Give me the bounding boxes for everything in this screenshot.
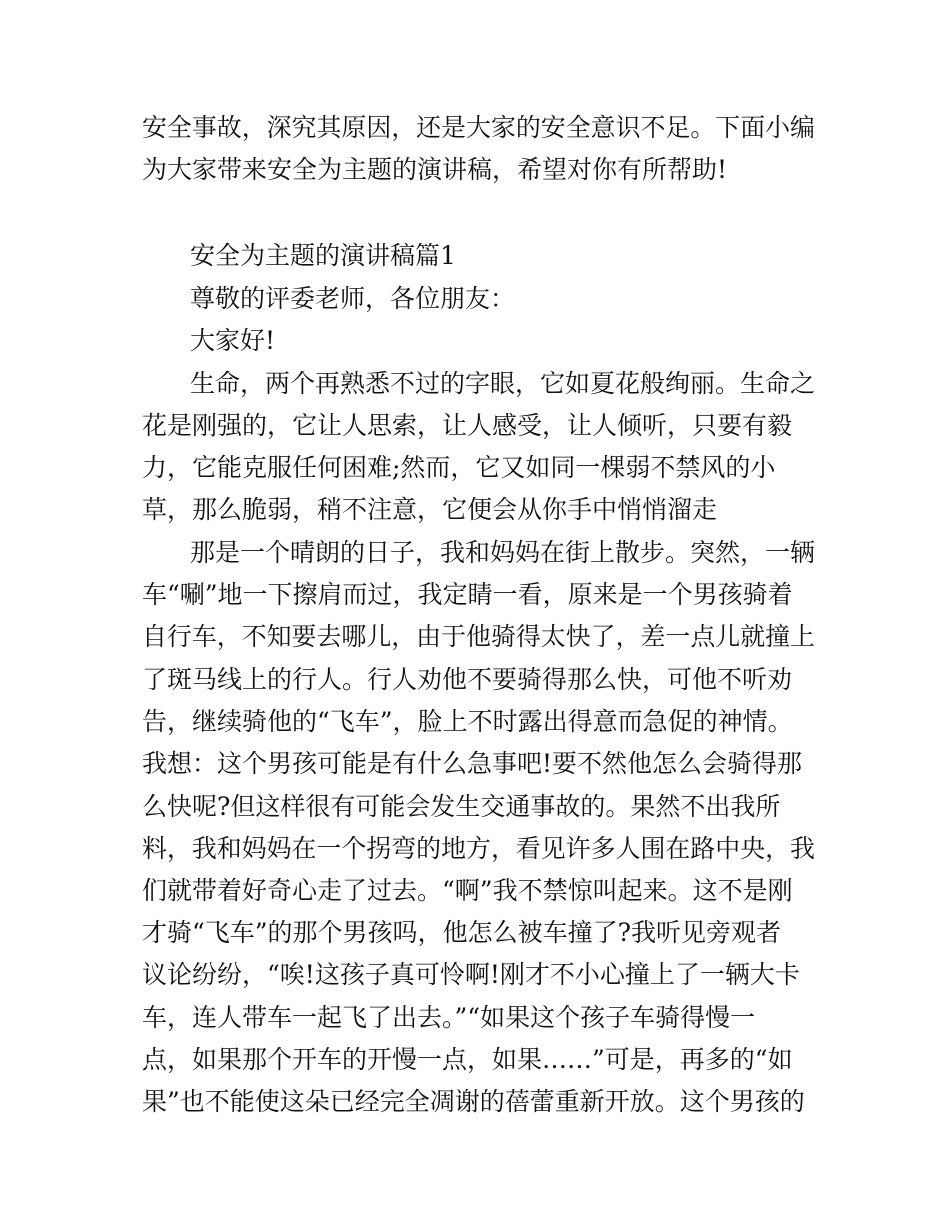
- paragraph2-line-12: 车，连人带车一起飞了出去。”“如果这个孩子车骑得慢一: [142, 1003, 756, 1032]
- intro-line-2: 为大家带来安全为主题的演讲稿，希望对你有所帮助!: [142, 155, 728, 184]
- paragraph2-line-13: 点，如果那个开车的开慢一点，如果……”可是，再多的“如: [142, 1045, 793, 1074]
- paragraph2-line-5: 告，继续骑他的“飞车”，脸上不时露出得意而急促的神情。: [142, 707, 793, 736]
- paragraph1-line-2: 花是刚强的，它让人思索，让人感受，让人倾听，只要有毅: [142, 411, 793, 440]
- greeting: 大家好!: [190, 326, 276, 355]
- paragraph2-line-2: 车“唰”地一下擦肩而过，我定睛一看，原来是一个男孩骑着: [142, 580, 793, 609]
- intro-line-1: 安全事故，深究其原因，还是大家的安全意识不足。下面小编: [142, 113, 815, 142]
- section-title: 安全为主题的演讲稿篇1: [190, 241, 456, 270]
- salutation: 尊敬的评委老师，各位朋友：: [190, 284, 516, 313]
- paragraph2-line-11: 议论纷纷，“唉!这孩子真可怜啊!刚才不小心撞上了一辆大卡: [142, 960, 800, 989]
- paragraph2-line-10: 才骑“飞车”的那个男孩吗，他怎么被车撞了?我听见旁观者: [142, 918, 781, 947]
- paragraph1-line-3: 力，它能克服任何困难;然而，它又如同一棵弱不禁风的小: [142, 453, 776, 482]
- paragraph1-line-1: 生命，两个再熟悉不过的字眼，它如夏花般绚丽。生命之: [190, 369, 816, 398]
- paragraph2-line-3: 自行车，不知要去哪儿，由于他骑得太快了，差一点儿就撞上: [142, 622, 815, 651]
- paragraph2-line-1: 那是一个晴朗的日子，我和妈妈在街上散步。突然，一辆: [190, 538, 816, 567]
- paragraph2-line-6: 我想：这个男孩可能是有什么急事吧!要不然他怎么会骑得那: [142, 749, 803, 778]
- paragraph2-line-4: 了斑马线上的行人。行人劝他不要骑得那么快，可他不听劝: [142, 665, 793, 694]
- paragraph2-line-14: 果”也不能使这朵已经完全凋谢的蓓蕾重新开放。这个男孩的: [142, 1087, 805, 1116]
- paragraph2-line-9: 们就带着好奇心走了过去。“啊”我不禁惊叫起来。这不是刚: [142, 876, 793, 905]
- paragraph1-line-4: 草，那么脆弱，稍不注意，它便会从你手中悄悄溜走: [142, 495, 718, 524]
- paragraph2-line-8: 料，我和妈妈在一个拐弯的地方，看见许多人围在路中央，我: [142, 834, 815, 863]
- paragraph2-line-7: 么快呢?但这样很有可能会发生交通事故的。果然不出我所: [142, 792, 781, 821]
